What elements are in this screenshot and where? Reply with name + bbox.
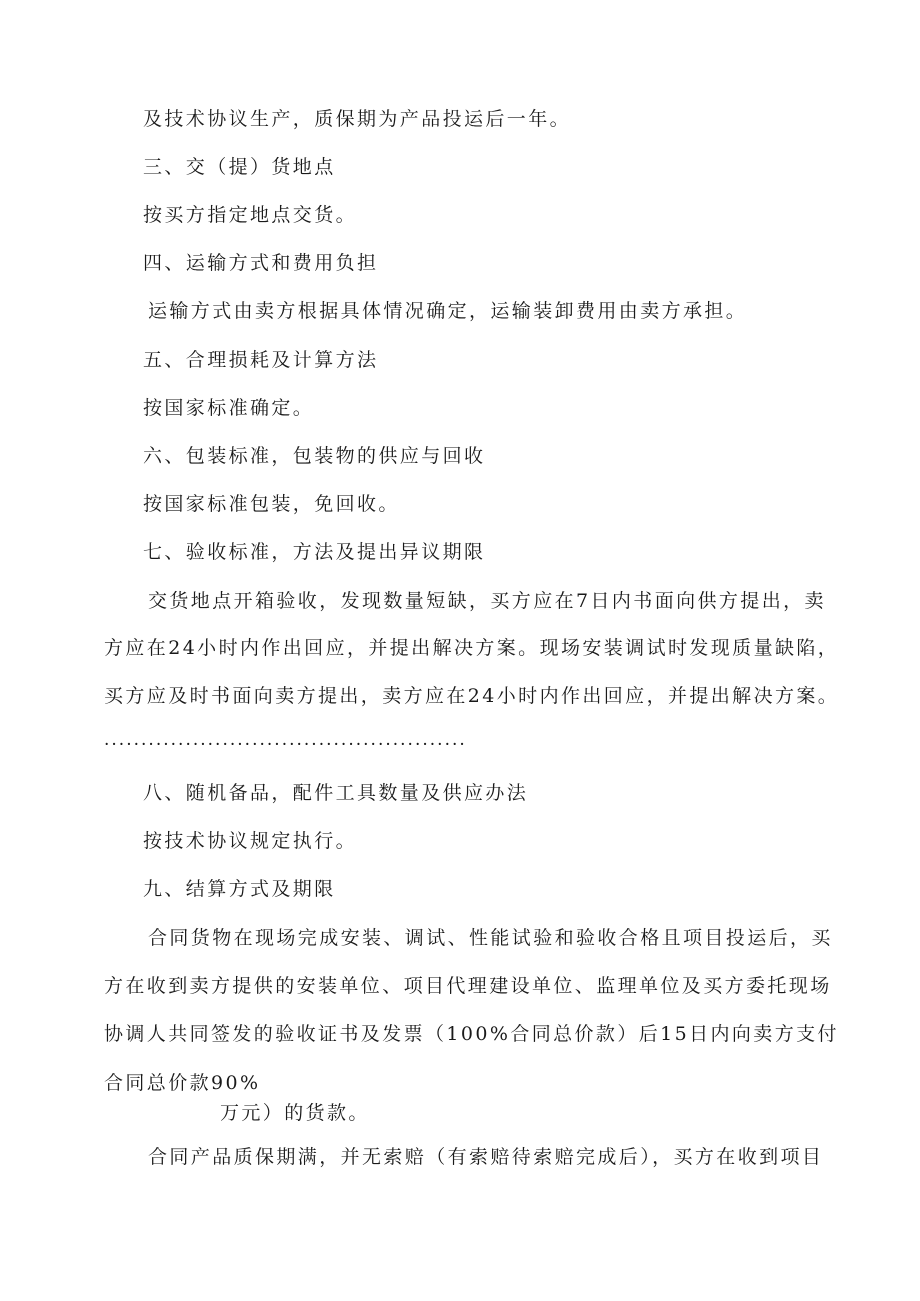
paragraph-acceptance-line-2: 方应在24小时内作出回应，并提出解决方案。现场安装调试时发现质量缺陷， bbox=[104, 637, 840, 659]
heading-packaging: 六、包装标准，包装物的供应与回收 bbox=[143, 445, 486, 467]
paragraph-packaging: 按国家标准包装，免回收。 bbox=[143, 493, 400, 515]
heading-delivery-place: 三、交（提）货地点 bbox=[143, 156, 336, 178]
heading-transport: 四、运输方式和费用负担 bbox=[143, 252, 379, 274]
paragraph-delivery-place: 按买方指定地点交货。 bbox=[143, 204, 358, 226]
heading-loss: 五、合理损耗及计算方法 bbox=[143, 349, 379, 371]
heading-settlement: 九、结算方式及期限 bbox=[143, 878, 336, 900]
paragraph-settlement-line-1: 合同货物在现场完成安装、调试、性能试验和验收合格且项目投运后，买 bbox=[148, 927, 833, 949]
ellipsis-separator: ················································· bbox=[104, 735, 467, 755]
paragraph-warranty-expiry: 合同产品质保期满，并无索赔（有索赔待索赔完成后），买方在收到项目 bbox=[148, 1146, 824, 1168]
paragraph-settlement-line-3: 协调人共同签发的验收证书及发票（100%合同总价款）后15日内向卖方支付 bbox=[104, 1023, 839, 1045]
paragraph-spare-parts: 按技术协议规定执行。 bbox=[143, 830, 358, 852]
paragraph-settlement-line-4: 合同总价款90% bbox=[104, 1072, 261, 1094]
paragraph-settlement-line-5: 万元）的货款。 bbox=[220, 1102, 370, 1124]
paragraph-acceptance-line-1: 交货地点开箱验收，发现数量短缺，买方应在7日内书面向供方提出，卖 bbox=[148, 590, 826, 612]
paragraph-settlement-line-2: 方在收到卖方提供的安装单位、项目代理建设单位、监理单位及买方委托现场 bbox=[104, 975, 832, 997]
paragraph-acceptance-line-3: 买方应及时书面向卖方提出，卖方应在24小时内作出回应，并提出解决方案。 bbox=[104, 685, 840, 707]
paragraph-transport: 运输方式由卖方根据具体情况确定，运输装卸费用由卖方承担。 bbox=[148, 300, 748, 322]
heading-acceptance: 七、验收标准，方法及提出异议期限 bbox=[143, 541, 486, 563]
heading-spare-parts: 八、随机备品，配件工具数量及供应办法 bbox=[143, 782, 529, 804]
paragraph-loss: 按国家标准确定。 bbox=[143, 397, 315, 419]
paragraph-warranty-tail: 及技术协议生产，质保期为产品投运后一年。 bbox=[143, 108, 572, 130]
